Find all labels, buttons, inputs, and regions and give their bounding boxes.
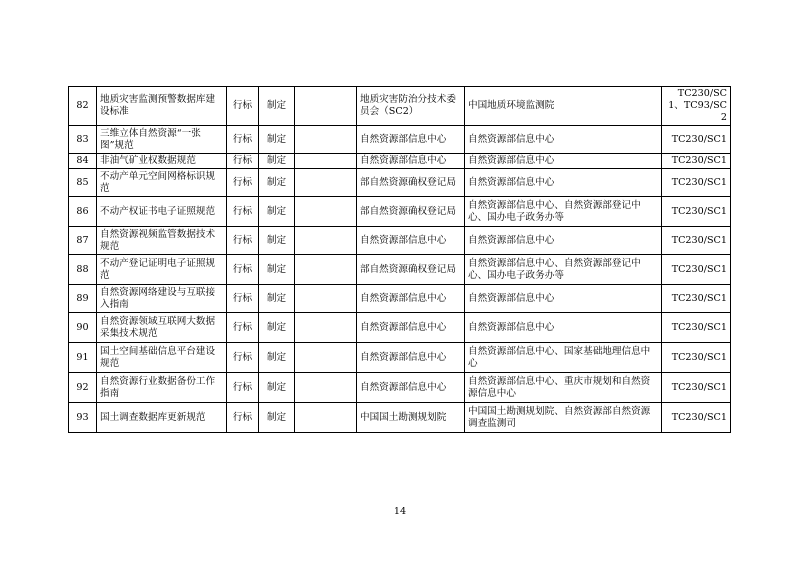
empty-cell (295, 154, 357, 169)
table-row (69, 126, 731, 154)
lead-unit: 自然资源部信息中心 (357, 373, 465, 403)
lead-unit: 部自然资源确权登记局 (357, 197, 465, 227)
empty-cell (295, 169, 357, 197)
row-number: 86 (69, 197, 97, 227)
drafting-unit: 自然资源部信息中心、国家基础地理信息中心 (465, 343, 662, 373)
technical-committee: TC230/SC1 (662, 313, 731, 343)
lead-unit: 中国国土勘测规划院 (357, 403, 465, 433)
empty-cell (295, 126, 357, 154)
empty-cell (295, 255, 357, 285)
standard-type: 行标 (227, 285, 259, 313)
drafting-unit: 自然资源部信息中心 (465, 313, 662, 343)
drafting-unit: 中国地质环境监测院 (465, 87, 662, 126)
revision-kind: 制定 (259, 343, 295, 373)
revision-kind: 制定 (259, 87, 295, 126)
lead-unit: 地质灾害防治分技术委员会（SC2） (357, 87, 465, 126)
technical-committee: TC230/SC1 (662, 197, 731, 227)
lead-unit: 自然资源部信息中心 (357, 227, 465, 255)
table-row (69, 197, 731, 227)
technical-committee: TC230/SC1 (662, 154, 731, 169)
drafting-unit: 自然资源部信息中心 (465, 227, 662, 255)
table-row (69, 169, 731, 197)
table-row (69, 313, 731, 343)
technical-committee: TC230/SC1 (662, 169, 731, 197)
standard-type: 行标 (227, 343, 259, 373)
empty-cell (295, 285, 357, 313)
empty-cell (295, 403, 357, 433)
standard-type: 行标 (227, 403, 259, 433)
revision-kind: 制定 (259, 313, 295, 343)
technical-committee: TC230/SC1、TC93/SC2 (662, 87, 731, 126)
revision-kind: 制定 (259, 154, 295, 169)
lead-unit: 部自然资源确权登记局 (357, 169, 465, 197)
drafting-unit: 自然资源部信息中心、自然资源部登记中心、国办电子政务办等 (465, 255, 662, 285)
standard-type: 行标 (227, 373, 259, 403)
standard-type: 行标 (227, 227, 259, 255)
standard-type: 行标 (227, 313, 259, 343)
table-row (69, 87, 731, 126)
drafting-unit: 自然资源部信息中心、自然资源部登记中心、国办电子政务办等 (465, 197, 662, 227)
lead-unit: 部自然资源确权登记局 (357, 255, 465, 285)
drafting-unit: 自然资源部信息中心、重庆市规划和自然资源信息中心 (465, 373, 662, 403)
row-number: 87 (69, 227, 97, 255)
table-row (69, 403, 731, 433)
empty-cell (295, 343, 357, 373)
revision-kind: 制定 (259, 197, 295, 227)
standard-type: 行标 (227, 154, 259, 169)
row-number: 85 (69, 169, 97, 197)
lead-unit: 自然资源部信息中心 (357, 126, 465, 154)
revision-kind: 制定 (259, 285, 295, 313)
standard-name: 不动产权证书电子证照规范 (97, 197, 227, 227)
drafting-unit: 自然资源部信息中心 (465, 126, 662, 154)
revision-kind: 制定 (259, 169, 295, 197)
drafting-unit: 自然资源部信息中心 (465, 154, 662, 169)
standard-name: 自然资源领域互联网大数据采集技术规范 (97, 313, 227, 343)
empty-cell (295, 373, 357, 403)
standard-type: 行标 (227, 169, 259, 197)
table-row (69, 255, 731, 285)
row-number: 83 (69, 126, 97, 154)
row-number: 88 (69, 255, 97, 285)
revision-kind: 制定 (259, 255, 295, 285)
standard-type: 行标 (227, 255, 259, 285)
table-row (69, 285, 731, 313)
standard-name: 非油气矿业权数据规范 (97, 154, 227, 169)
standards-table (68, 86, 731, 433)
standard-type: 行标 (227, 87, 259, 126)
row-number: 89 (69, 285, 97, 313)
revision-kind: 制定 (259, 373, 295, 403)
lead-unit: 自然资源部信息中心 (357, 313, 465, 343)
technical-committee: TC230/SC1 (662, 403, 731, 433)
row-number: 93 (69, 403, 97, 433)
lead-unit: 自然资源部信息中心 (357, 343, 465, 373)
table-row (69, 154, 731, 169)
technical-committee: TC230/SC1 (662, 343, 731, 373)
row-number: 92 (69, 373, 97, 403)
lead-unit: 自然资源部信息中心 (357, 154, 465, 169)
standard-name: 地质灾害监测预警数据库建设标准 (97, 87, 227, 126)
technical-committee: TC230/SC1 (662, 126, 731, 154)
standard-name: 自然资源行业数据备份工作指南 (97, 373, 227, 403)
row-number: 91 (69, 343, 97, 373)
drafting-unit: 自然资源部信息中心 (465, 285, 662, 313)
row-number: 84 (69, 154, 97, 169)
revision-kind: 制定 (259, 227, 295, 255)
standard-name: 三维立体自然资源“一张图”规范 (97, 126, 227, 154)
table-row (69, 373, 731, 403)
standard-name: 自然资源视频监管数据技术规范 (97, 227, 227, 255)
revision-kind: 制定 (259, 403, 295, 433)
lead-unit: 自然资源部信息中心 (357, 285, 465, 313)
table-row (69, 343, 731, 373)
standard-name: 不动产登记证明电子证照规范 (97, 255, 227, 285)
empty-cell (295, 87, 357, 126)
page-number: 14 (393, 506, 407, 517)
technical-committee: TC230/SC1 (662, 255, 731, 285)
drafting-unit: 自然资源部信息中心 (465, 169, 662, 197)
row-number: 90 (69, 313, 97, 343)
standard-name: 国土空间基础信息平台建设规范 (97, 343, 227, 373)
empty-cell (295, 197, 357, 227)
standard-type: 行标 (227, 126, 259, 154)
empty-cell (295, 227, 357, 255)
drafting-unit: 中国国土勘测规划院、自然资源部自然资源调查监测司 (465, 403, 662, 433)
standard-type: 行标 (227, 197, 259, 227)
table-row (69, 227, 731, 255)
empty-cell (295, 313, 357, 343)
technical-committee: TC230/SC1 (662, 285, 731, 313)
technical-committee: TC230/SC1 (662, 373, 731, 403)
standard-name: 自然资源网络建设与互联接入指南 (97, 285, 227, 313)
technical-committee: TC230/SC1 (662, 227, 731, 255)
revision-kind: 制定 (259, 126, 295, 154)
standard-name: 不动产单元空间网格标识规范 (97, 169, 227, 197)
row-number: 82 (69, 87, 97, 126)
standard-name: 国土调查数据库更新规范 (97, 403, 227, 433)
